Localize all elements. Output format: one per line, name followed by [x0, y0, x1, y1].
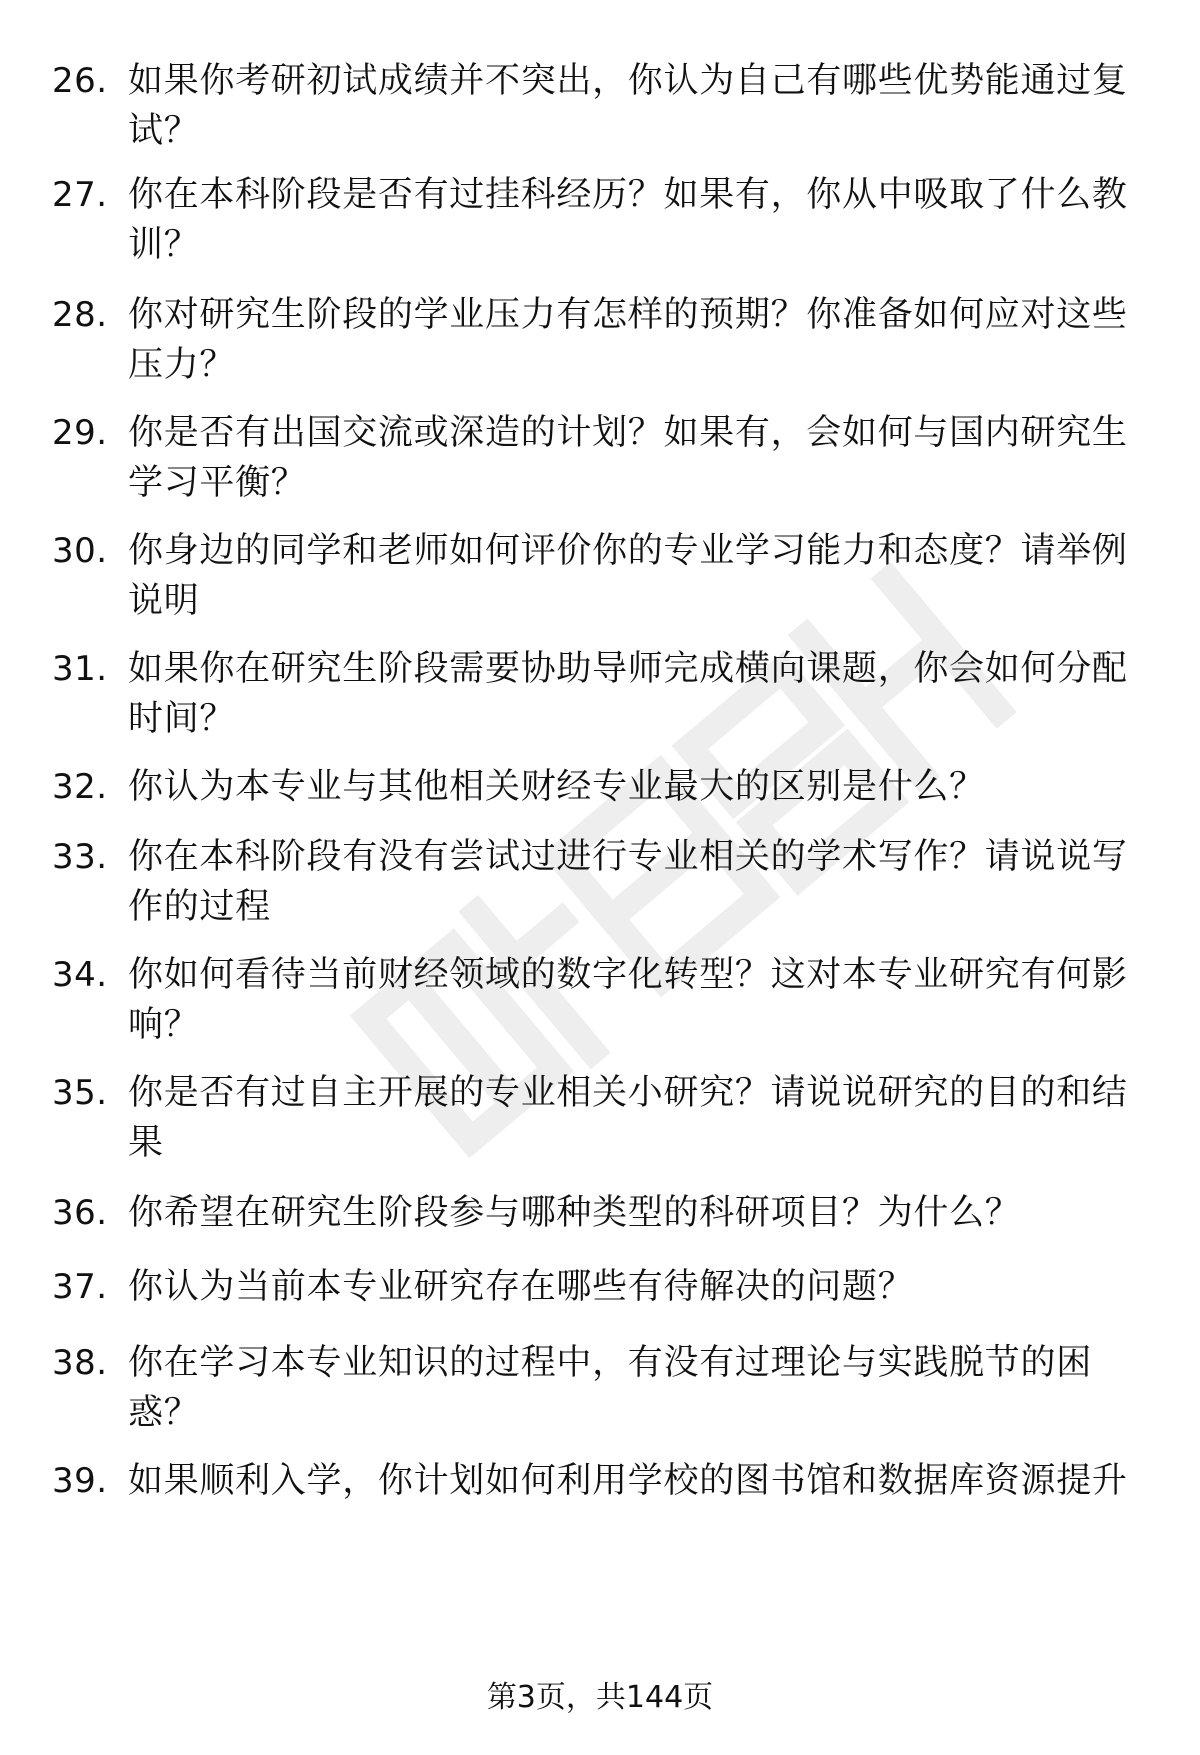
- question-text: 你认为本专业与其他相关财经专业最大的区别是什么？: [128, 767, 985, 807]
- question-item: [52, 644, 1152, 744]
- question-item: [52, 290, 1152, 390]
- question-text: 你在学习本专业知识的过程中，有没有过理论与实践脱节的困惑？: [128, 1343, 1092, 1433]
- question-item: [52, 408, 1152, 508]
- question-text: 你身边的同学和老师如何评价你的专业学习能力和态度？请举例说明: [128, 531, 1128, 621]
- question-item: [52, 526, 1152, 626]
- question-text: 如果你考研初试成绩并不突出，你认为自己有哪些优势能通过复试？: [128, 61, 1128, 151]
- question-item: [52, 1262, 1152, 1312]
- question-item: [52, 56, 1152, 156]
- question-item: [52, 762, 1152, 812]
- question-number: 31.: [52, 649, 108, 689]
- question-number: 30.: [52, 531, 108, 571]
- question-item: [52, 1188, 1152, 1238]
- question-text: 你是否有过自主开展的专业相关小研究？请说说研究的目的和结果: [128, 1073, 1128, 1163]
- question-number: 38.: [52, 1343, 108, 1383]
- question-text: 你在本科阶段是否有过挂科经历？如果有，你从中吸取了什么教训？: [128, 175, 1128, 265]
- question-number: 36.: [52, 1193, 108, 1233]
- question-number: 32.: [52, 767, 108, 807]
- question-item: [52, 170, 1152, 270]
- question-number: 35.: [52, 1073, 108, 1113]
- question-text: 你是否有出国交流或深造的计划？如果有，会如何与国内研究生学习平衡？: [128, 413, 1128, 503]
- question-item: [52, 1068, 1152, 1168]
- question-number: 27.: [52, 175, 108, 215]
- question-text: 你希望在研究生阶段参与哪种类型的科研项目？为什么？: [128, 1193, 1021, 1233]
- question-text: 你如何看待当前财经领域的数字化转型？这对本专业研究有何影响？: [128, 955, 1128, 1045]
- question-text: 如果你在研究生阶段需要协助导师完成横向课题，你会如何分配时间？: [128, 649, 1128, 739]
- question-number: 33.: [52, 837, 108, 877]
- question-item: [52, 1456, 1152, 1506]
- question-number: 26.: [52, 61, 108, 101]
- question-item: [52, 832, 1152, 932]
- question-text: 如果顺利入学，你计划如何利用学校的图书馆和数据库资源提升: [128, 1461, 1128, 1501]
- question-number: 34.: [52, 955, 108, 995]
- question-number: 28.: [52, 295, 108, 335]
- question-number: 29.: [52, 413, 108, 453]
- question-text: 你对研究生阶段的学业压力有怎样的预期？你准备如何应对这些压力？: [128, 295, 1128, 385]
- question-text: 你在本科阶段有没有尝试过进行专业相关的学术写作？请说说写作的过程: [128, 837, 1128, 927]
- question-item: [52, 950, 1152, 1050]
- question-number: 37.: [52, 1267, 108, 1307]
- page-number-footer: 第3页，共144页: [486, 1680, 714, 1715]
- question-number: 39.: [52, 1461, 108, 1501]
- question-item: [52, 1338, 1152, 1438]
- question-text: 你认为当前本专业研究存在哪些有待解决的问题？: [128, 1267, 914, 1307]
